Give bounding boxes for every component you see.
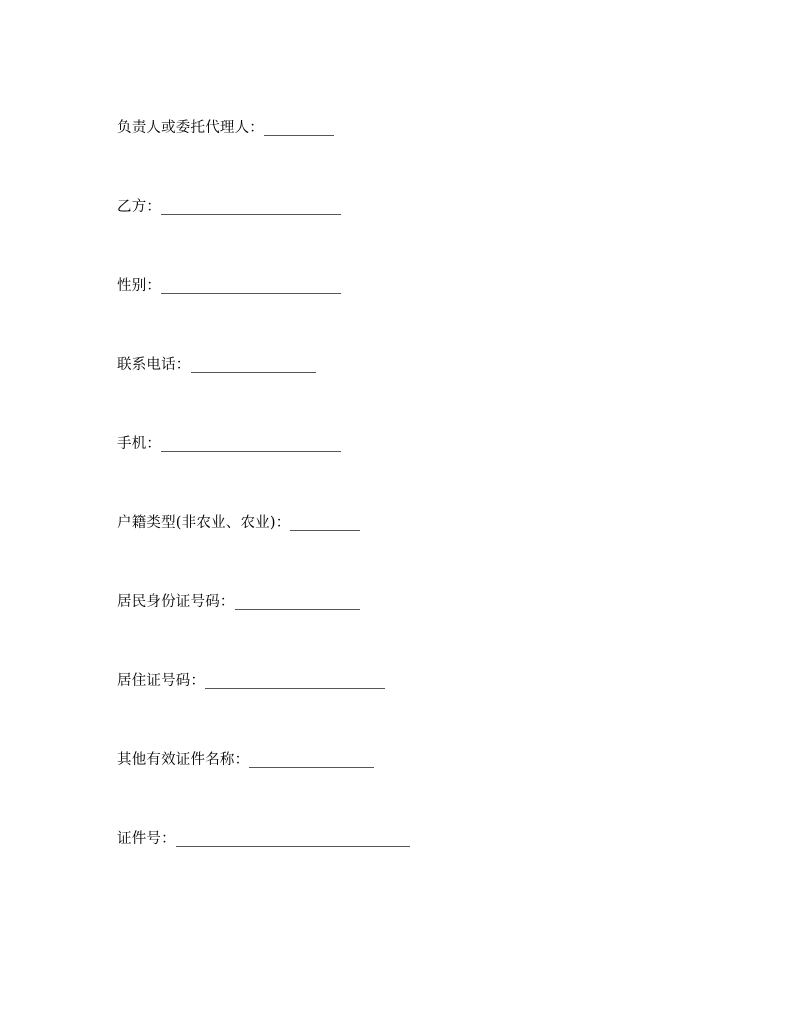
field-label: 户籍类型(非农业、农业)： (117, 515, 291, 531)
field-label: 联系电话： (117, 357, 191, 373)
field-party-b (117, 196, 341, 218)
fill-in-blank[interactable] (161, 275, 341, 297)
field-contact-phone (117, 354, 316, 376)
field-mobile (117, 433, 341, 455)
fill-in-blank[interactable] (191, 354, 316, 376)
field-gender (117, 275, 341, 297)
field-residence-permit (117, 670, 385, 692)
field-other-id-name (117, 749, 374, 771)
field-household-type (117, 512, 360, 534)
fill-in-blank[interactable] (249, 749, 374, 771)
field-label: 负责人或委托代理人： (117, 120, 264, 136)
field-label: 居民身份证号码： (117, 594, 235, 610)
field-label: 居住证号码： (117, 673, 206, 689)
field-label: 乙方： (117, 199, 162, 215)
field-responsible-person (117, 117, 334, 139)
field-label: 证件号： (117, 831, 176, 847)
field-resident-id (117, 591, 360, 613)
field-label: 性别： (117, 278, 162, 294)
fill-in-blank[interactable] (290, 512, 360, 534)
field-id-number (117, 828, 410, 850)
fill-in-blank[interactable] (176, 828, 410, 850)
field-label: 手机： (117, 436, 162, 452)
fill-in-blank[interactable] (235, 591, 360, 613)
fill-in-blank[interactable] (161, 196, 341, 218)
fill-in-blank[interactable] (161, 433, 341, 455)
field-label: 其他有效证件名称： (117, 752, 250, 768)
fill-in-blank[interactable] (205, 670, 385, 692)
fill-in-blank[interactable] (264, 117, 334, 139)
